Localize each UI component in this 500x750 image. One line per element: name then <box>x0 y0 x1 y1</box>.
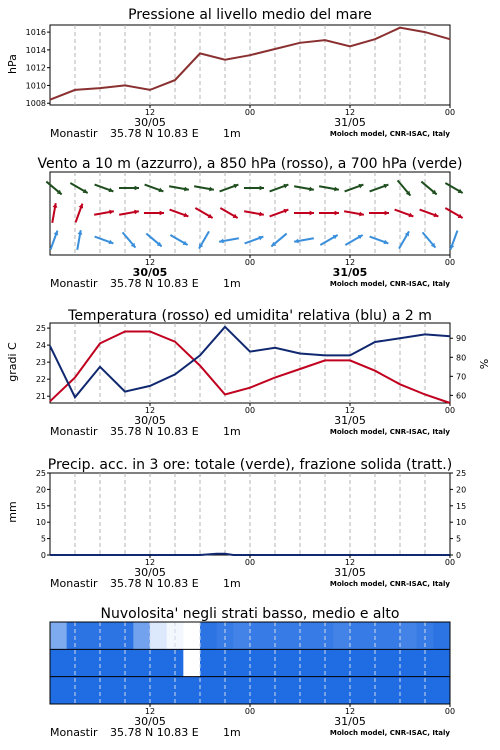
wind-arrow <box>145 185 164 193</box>
wind-arrow <box>420 210 439 218</box>
cloud-cell <box>83 677 100 704</box>
cloud-cell <box>400 622 417 649</box>
wind-arrow <box>194 186 214 191</box>
wind-arrow <box>144 211 164 216</box>
clouds-panel <box>50 606 455 739</box>
cloud-cell <box>50 677 67 704</box>
y-tick-label: 25 <box>35 469 46 478</box>
cloud-cell <box>333 677 350 704</box>
cloud-cell <box>400 649 417 676</box>
y-tick-label: 80 <box>456 353 467 363</box>
cloud-cell <box>200 649 217 676</box>
date-label: 30/05 <box>134 566 166 579</box>
y-tick-label: 5 <box>456 534 462 544</box>
date-label: 30/05 <box>134 116 166 129</box>
x-tick-label: 00 <box>244 258 256 267</box>
station-name: Monastir <box>50 726 98 739</box>
x-tick-label: 12 <box>144 406 156 415</box>
x-tick-label: 00 <box>444 406 456 415</box>
model-credit: Moloch model, CNR-ISAC, Italy <box>329 729 450 737</box>
x-tick-label: 12 <box>344 258 356 267</box>
pressure-yticks <box>26 28 50 108</box>
y-tick-label: 60 <box>456 391 467 401</box>
arrow-head <box>335 211 339 216</box>
cloud-cell <box>133 677 150 704</box>
station-elevation: 1m <box>223 726 241 739</box>
cloud-cell <box>83 622 100 649</box>
wind-arrow <box>421 182 436 195</box>
y-tick-label: 90 <box>456 334 467 344</box>
date-label: 31/05 <box>334 566 366 579</box>
cloud-cell <box>350 649 367 676</box>
wind-arrow <box>271 234 286 247</box>
wind-arrow <box>46 182 61 195</box>
x-tick-label: 00 <box>444 108 456 117</box>
x-tick-label: 00 <box>244 406 256 415</box>
arrow-head <box>310 211 314 216</box>
arrow-head <box>160 211 164 216</box>
arrow-head <box>135 186 139 191</box>
cloud-cell <box>233 622 250 649</box>
wind-arrow <box>345 184 364 192</box>
station-elevation: 1m <box>223 577 241 590</box>
pressure-title: Pressione al livello medio del mare <box>128 7 372 23</box>
wind-arrow <box>294 186 314 191</box>
cloud-cell <box>150 649 167 676</box>
cloud-cell <box>183 677 200 704</box>
wind-arrow <box>445 208 462 218</box>
precip-frame <box>50 473 450 555</box>
date-label: 30/05 <box>132 266 168 279</box>
temperature-ylabel-left: gradi C <box>6 342 19 382</box>
station-name: Monastir <box>50 127 98 140</box>
precip-panel <box>6 457 466 590</box>
temperature-title: Temperatura (rosso) ed umidita' relativa (blu) a 2 m <box>68 308 432 324</box>
cloud-cell <box>333 622 350 649</box>
y-tick-label: 5 <box>40 534 46 544</box>
pressure-grid <box>75 25 425 105</box>
station-coords: 35.78 N 10.83 E <box>110 277 199 290</box>
precip-grid <box>75 473 425 555</box>
wind-arrow <box>319 186 339 191</box>
wind-arrow <box>245 236 264 244</box>
y-tick-label: 1010 <box>25 81 46 91</box>
wind-arrow <box>399 231 409 248</box>
date-label: 31/05 <box>334 715 366 728</box>
station-name: Monastir <box>50 277 98 290</box>
wind-arrow <box>195 208 212 218</box>
cloud-cell <box>383 677 400 704</box>
cloud-cell <box>433 677 450 704</box>
station-coords: 35.78 N 10.83 E <box>110 127 199 140</box>
wind-arrow <box>395 210 414 218</box>
cloud-cell <box>250 649 267 676</box>
wind-arrow <box>445 183 462 193</box>
y-tick-label: 25 <box>456 469 467 478</box>
wind-arrow <box>220 208 237 218</box>
wind-arrow <box>94 210 114 215</box>
y-tick-label: 0 <box>40 551 46 560</box>
temperature-panel <box>6 308 491 438</box>
cloud-cell <box>183 622 200 649</box>
date-label: 31/05 <box>334 116 366 129</box>
cloud-cell <box>200 677 217 704</box>
wind-title: Vento a 10 m (azzurro), a 850 hPa (rosso), a 700 hPa (verde) <box>37 156 463 172</box>
wind-arrow <box>344 211 364 216</box>
x-tick-label: 12 <box>344 406 356 415</box>
x-tick-label: 12 <box>144 258 156 267</box>
wind-arrow <box>270 209 289 217</box>
pressure-panel <box>6 7 455 140</box>
pressure-frame <box>50 25 450 105</box>
x-tick-label: 12 <box>344 707 356 716</box>
wind-arrow <box>170 210 189 218</box>
model-credit: Moloch model, CNR-ISAC, Italy <box>329 580 450 588</box>
wind-arrow <box>76 204 84 223</box>
cloud-cell <box>433 622 450 649</box>
pressure-ylabel: hPa <box>6 54 19 74</box>
cloud-cell <box>83 649 100 676</box>
date-label: 30/05 <box>134 715 166 728</box>
cloud-cell <box>133 622 150 649</box>
y-tick-label: 1012 <box>25 63 46 73</box>
x-tick-label: 00 <box>444 707 456 716</box>
wind-arrow <box>77 230 82 250</box>
x-tick-label: 12 <box>144 108 156 117</box>
station-coords: 35.78 N 10.83 E <box>110 425 199 438</box>
wind-arrow <box>370 237 389 245</box>
cloud-cell <box>100 622 117 649</box>
cloud-cell <box>383 649 400 676</box>
y-tick-label: 23 <box>35 358 46 368</box>
cloud-cell <box>150 622 167 649</box>
y-tick-label: 24 <box>35 341 46 351</box>
model-credit: Moloch model, CNR-ISAC, Italy <box>329 428 450 436</box>
station-elevation: 1m <box>223 277 241 290</box>
x-tick-label: 00 <box>244 707 256 716</box>
y-tick-label: 1014 <box>25 45 46 55</box>
precip-ylabel: mm <box>6 501 19 523</box>
cloud-cell <box>50 649 67 676</box>
x-tick-label: 12 <box>344 108 356 117</box>
cloud-cell <box>283 649 300 676</box>
wind-arrow <box>95 185 114 193</box>
wind-arrow <box>294 211 314 216</box>
wind-arrow <box>119 186 139 191</box>
wind-arrow <box>146 234 161 247</box>
wind-arrow <box>95 237 114 245</box>
wind-arrow <box>70 183 87 193</box>
wind-arrow <box>219 238 239 243</box>
cloud-cell <box>233 677 250 704</box>
wind-arrow <box>244 186 264 191</box>
wind-arrow <box>319 211 339 216</box>
precip-xaxis <box>50 555 455 590</box>
wind-arrow <box>169 186 189 191</box>
wind-arrow <box>220 184 239 192</box>
temperature-xaxis <box>50 403 455 438</box>
wind-arrow <box>199 231 209 248</box>
y-tick-label: 1008 <box>25 99 46 109</box>
y-tick-label: 10 <box>35 518 46 528</box>
x-tick-label: 00 <box>444 558 456 567</box>
y-tick-label: 21 <box>35 392 46 402</box>
wind-arrow <box>450 231 458 250</box>
cloud-cell <box>183 649 200 676</box>
cloud-cell <box>350 677 367 704</box>
date-label: 31/05 <box>332 266 368 279</box>
cloud-cell <box>200 622 217 649</box>
cloud-cell <box>433 649 450 676</box>
station-name: Monastir <box>50 425 98 438</box>
wind-arrow <box>369 211 389 216</box>
pressure-xaxis <box>50 105 455 140</box>
cloud-cell <box>50 622 67 649</box>
cloud-cell <box>300 622 317 649</box>
y-tick-label: 1016 <box>25 28 46 38</box>
station-name: Monastir <box>50 577 98 590</box>
wind-arrow <box>52 203 57 223</box>
cloud-cell <box>283 622 300 649</box>
station-coords: 35.78 N 10.83 E <box>110 726 199 739</box>
y-tick-label: 22 <box>35 375 46 385</box>
wind-panel <box>37 156 462 290</box>
cloud-cell <box>233 649 250 676</box>
temperature-ylabel-right: % <box>478 358 491 370</box>
cloud-cell <box>400 677 417 704</box>
cloud-cells <box>50 622 451 704</box>
wind-arrow <box>320 235 337 245</box>
cloud-cell <box>133 649 150 676</box>
date-label: 31/05 <box>334 414 366 427</box>
wind-arrow <box>294 238 314 243</box>
wind-arrow <box>370 184 389 192</box>
x-tick-label: 12 <box>144 707 156 716</box>
cloud-cell <box>383 622 400 649</box>
cloud-cell <box>300 677 317 704</box>
wind-arrow <box>345 235 362 245</box>
date-label: 30/05 <box>134 414 166 427</box>
wind-xaxis <box>50 255 455 290</box>
clouds-xaxis <box>50 704 455 739</box>
clouds-title: Nuvolosita' negli strati basso, medio e alto <box>100 606 400 622</box>
y-tick-label: 15 <box>456 501 467 511</box>
x-tick-label: 00 <box>244 108 256 117</box>
cloud-cell <box>100 677 117 704</box>
y-tick-label: 10 <box>456 518 467 528</box>
station-coords: 35.78 N 10.83 E <box>110 577 199 590</box>
wind-arrow <box>244 211 264 216</box>
cloud-cell <box>100 649 117 676</box>
station-elevation: 1m <box>223 425 241 438</box>
wind-arrow <box>119 210 139 215</box>
wind-arrow <box>51 231 59 250</box>
x-tick-label: 12 <box>344 558 356 567</box>
arrow-head <box>385 211 389 216</box>
cloud-cell <box>300 649 317 676</box>
cloud-cell <box>283 677 300 704</box>
x-tick-label: 00 <box>444 258 456 267</box>
model-credit: Moloch model, CNR-ISAC, Italy <box>329 280 450 288</box>
arrow-head <box>260 186 264 191</box>
station-elevation: 1m <box>223 127 241 140</box>
cloud-cell <box>250 677 267 704</box>
cloud-cell <box>333 649 350 676</box>
model-credit: Moloch model, CNR-ISAC, Italy <box>329 130 450 138</box>
x-tick-label: 00 <box>244 558 256 567</box>
cloud-cell <box>350 622 367 649</box>
y-tick-label: 0 <box>456 551 462 560</box>
y-tick-label: 25 <box>35 324 46 334</box>
wind-arrow <box>170 235 187 245</box>
y-tick-label: 20 <box>35 485 46 495</box>
y-tick-label: 70 <box>456 372 467 382</box>
cloud-cell <box>150 677 167 704</box>
temperature-frame <box>50 323 450 403</box>
x-tick-label: 12 <box>144 558 156 567</box>
precip-title: Precip. acc. in 3 ore: totale (verde), frazione solida (tratt.) <box>47 457 453 473</box>
cloud-cell <box>250 622 267 649</box>
y-tick-label: 15 <box>35 501 46 511</box>
y-tick-label: 20 <box>456 485 467 495</box>
wind-arrow <box>270 184 289 192</box>
